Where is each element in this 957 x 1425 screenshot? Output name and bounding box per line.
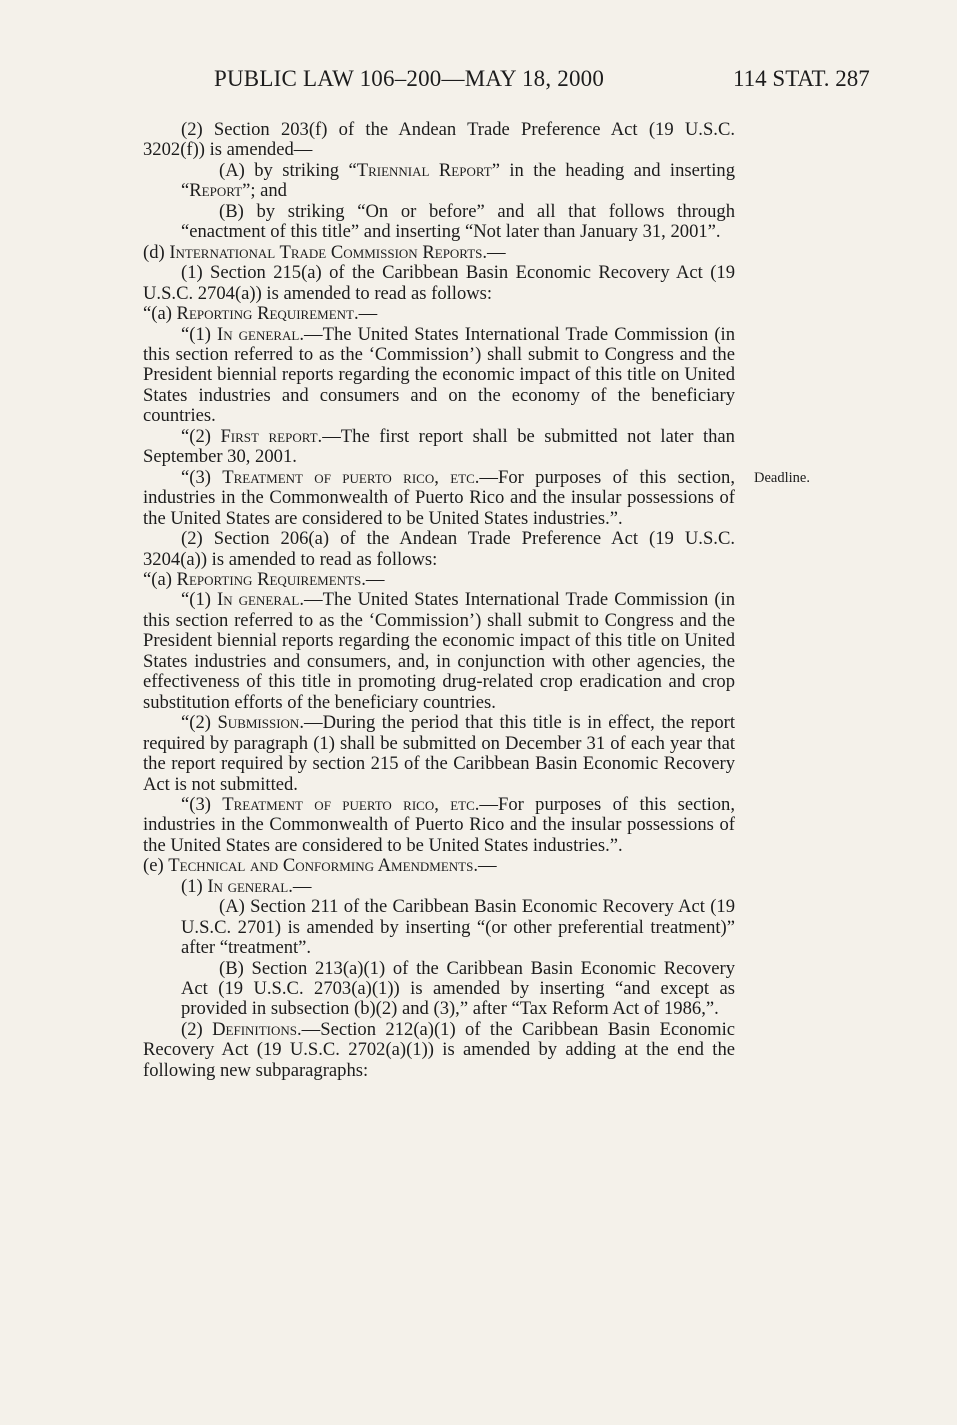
paragraph-text: .—Section 212(a)(1) of the Caribbean Basin Economic Recovery Act (19 U.S.C. 2702(a)(1)) is amended by adding at the end the following new subparagraphs: xyxy=(143,1018,735,1081)
paragraph-text: “(3) xyxy=(181,793,223,815)
paragraph-text: “(3) xyxy=(181,466,223,488)
heading-text: Reporting Requirement xyxy=(176,303,354,325)
paragraph-text: (1) Section 215(a) of the Caribbean Basin Economic Recovery Act (19 U.S.C. 2704(a)) is amended to read as follows: xyxy=(143,262,735,304)
paragraph-p10 xyxy=(143,529,735,570)
paragraph-text: “(1) xyxy=(181,323,218,345)
paragraph-text: “(2) xyxy=(181,425,221,447)
paragraph-p14 xyxy=(143,795,735,856)
paragraph-text: (B) Section 213(a)(1) of the Caribbean Basin Economic Recovery Act (19 U.S.C. 2703(a)(1)) is amended by inserting “and except as provided in subsection (b)(2) and (3),” after “Tax Reform Act of 1986,”. xyxy=(181,957,735,1020)
heading-text: In general xyxy=(207,875,289,897)
paragraph-text: .—During the period that this title is in effect, the report required by paragraph (1) shall be submitted on December 31 of each year that the report required by section 215 of the Caribbean Basin Economic Recovery Act is not submitted. xyxy=(143,712,735,795)
heading-text: First report xyxy=(220,425,318,447)
paragraph-text: (d) xyxy=(143,241,170,263)
heading-text: Technical and Conforming Amendments xyxy=(168,855,474,877)
paragraph-p06 xyxy=(143,304,735,324)
running-header-page: 114 STAT. 287 xyxy=(733,66,870,91)
paragraph-p02 xyxy=(143,161,735,202)
paragraph-text: ” in the heading and inserting “ xyxy=(181,159,735,202)
paragraph-p05 xyxy=(143,263,735,304)
heading-text: Treatment of puerto rico, etc xyxy=(222,466,475,488)
paragraph-text: .—The United States International Trade Commission (in this section referred to as the ‘Commission’) shall submit to Congress and the President biennial reports regarding the economic impact of this title on United States industries and consumers and on the economy of the beneficiary countries. xyxy=(143,323,736,427)
paragraph-text: “(a) xyxy=(143,568,177,590)
paragraph-text: .—The United States International Trade Commission (in this section referred to as the ‘Commission’) shall submit to Congress and the President biennial reports regarding the economic impact of this title on United States industries and consumers, and, in conjunction with other agencies, the effectiveness of this title in promoting drug-related crop eradication and crop substitution efforts of the beneficiary countries. xyxy=(143,589,736,713)
paragraph-p13 xyxy=(143,713,735,795)
paragraph-p17 xyxy=(143,897,735,958)
heading-text: Submission xyxy=(217,712,300,734)
heading-text: Triennial Report xyxy=(356,159,492,181)
paragraph-text: “(a) xyxy=(143,303,177,325)
paragraph-text: .— xyxy=(482,241,506,263)
paragraph-p19 xyxy=(143,1020,735,1081)
paragraph-p15 xyxy=(143,856,735,876)
paragraph-text: .—For purposes of this section, industries in the Commonwealth of Puerto Rico and the insular possessions of the United States are considered to be United States industries.”. xyxy=(143,466,735,529)
paragraph-text: (e) xyxy=(143,855,169,877)
paragraph-p08 xyxy=(143,427,735,468)
heading-text: Treatment of puerto rico, etc xyxy=(222,793,475,815)
paragraph-text: .— xyxy=(361,568,385,590)
paragraph-p04 xyxy=(143,243,735,263)
margin-note-deadline: Deadline. xyxy=(754,470,810,486)
paragraph-text: “(2) xyxy=(181,712,218,734)
paragraph-text: (A) by striking “ xyxy=(219,159,357,181)
paragraph-p01 xyxy=(143,120,735,161)
heading-text: In general xyxy=(217,323,300,345)
paragraph-text: (1) xyxy=(181,875,208,897)
paragraph-p11 xyxy=(143,570,735,590)
paragraph-text: (2) xyxy=(181,1018,213,1040)
heading-text: In general xyxy=(217,589,300,611)
paragraph-text: .— xyxy=(473,855,497,877)
paragraph-text: “(1) xyxy=(181,589,218,611)
paragraph-text: .— xyxy=(353,303,378,325)
paragraph-text: (2) Section 203(f) of the Andean Trade Preference Act (19 U.S.C. 3202(f)) is amended— xyxy=(143,119,735,161)
paragraph-p16 xyxy=(143,877,735,897)
heading-text: International Trade Commission Reports xyxy=(169,241,483,263)
paragraph-text: .—The first report shall be submitted not later than September 30, 2001. xyxy=(143,425,735,468)
paragraph-text: .—For purposes of this section, industries in the Commonwealth of Puerto Rico and the insular possessions of the United States are considered to be United States industries.”. xyxy=(143,793,735,856)
paragraph-text: ”; and xyxy=(242,180,287,202)
heading-text: Definitions xyxy=(212,1018,298,1040)
paragraph-text: (B) by striking “On or before” and all that follows through “enactment of this title” and inserting “Not later than January 31, 2001”. xyxy=(181,200,735,243)
body-text xyxy=(143,120,735,1081)
paragraph-p12 xyxy=(143,590,735,713)
paragraph-text: (A) Section 211 of the Caribbean Basin Economic Recovery Act (19 U.S.C. 2701) is amended by inserting “(or other preferential treatment)” after “treatment”. xyxy=(181,896,735,959)
paragraph-p09 xyxy=(143,468,735,529)
paragraph-p03 xyxy=(143,202,735,243)
paragraph-p18 xyxy=(143,959,735,1020)
paragraph-text: .— xyxy=(288,875,312,897)
running-header-title: PUBLIC LAW 106–200—MAY 18, 2000 xyxy=(214,66,605,91)
heading-text: Reporting Requirements xyxy=(176,568,362,590)
paragraph-text: (2) Section 206(a) of the Andean Trade Preference Act (19 U.S.C. 3204(a)) is amended to read as follows: xyxy=(143,528,735,570)
paragraph-p07 xyxy=(143,325,735,427)
heading-text: Report xyxy=(189,180,243,202)
